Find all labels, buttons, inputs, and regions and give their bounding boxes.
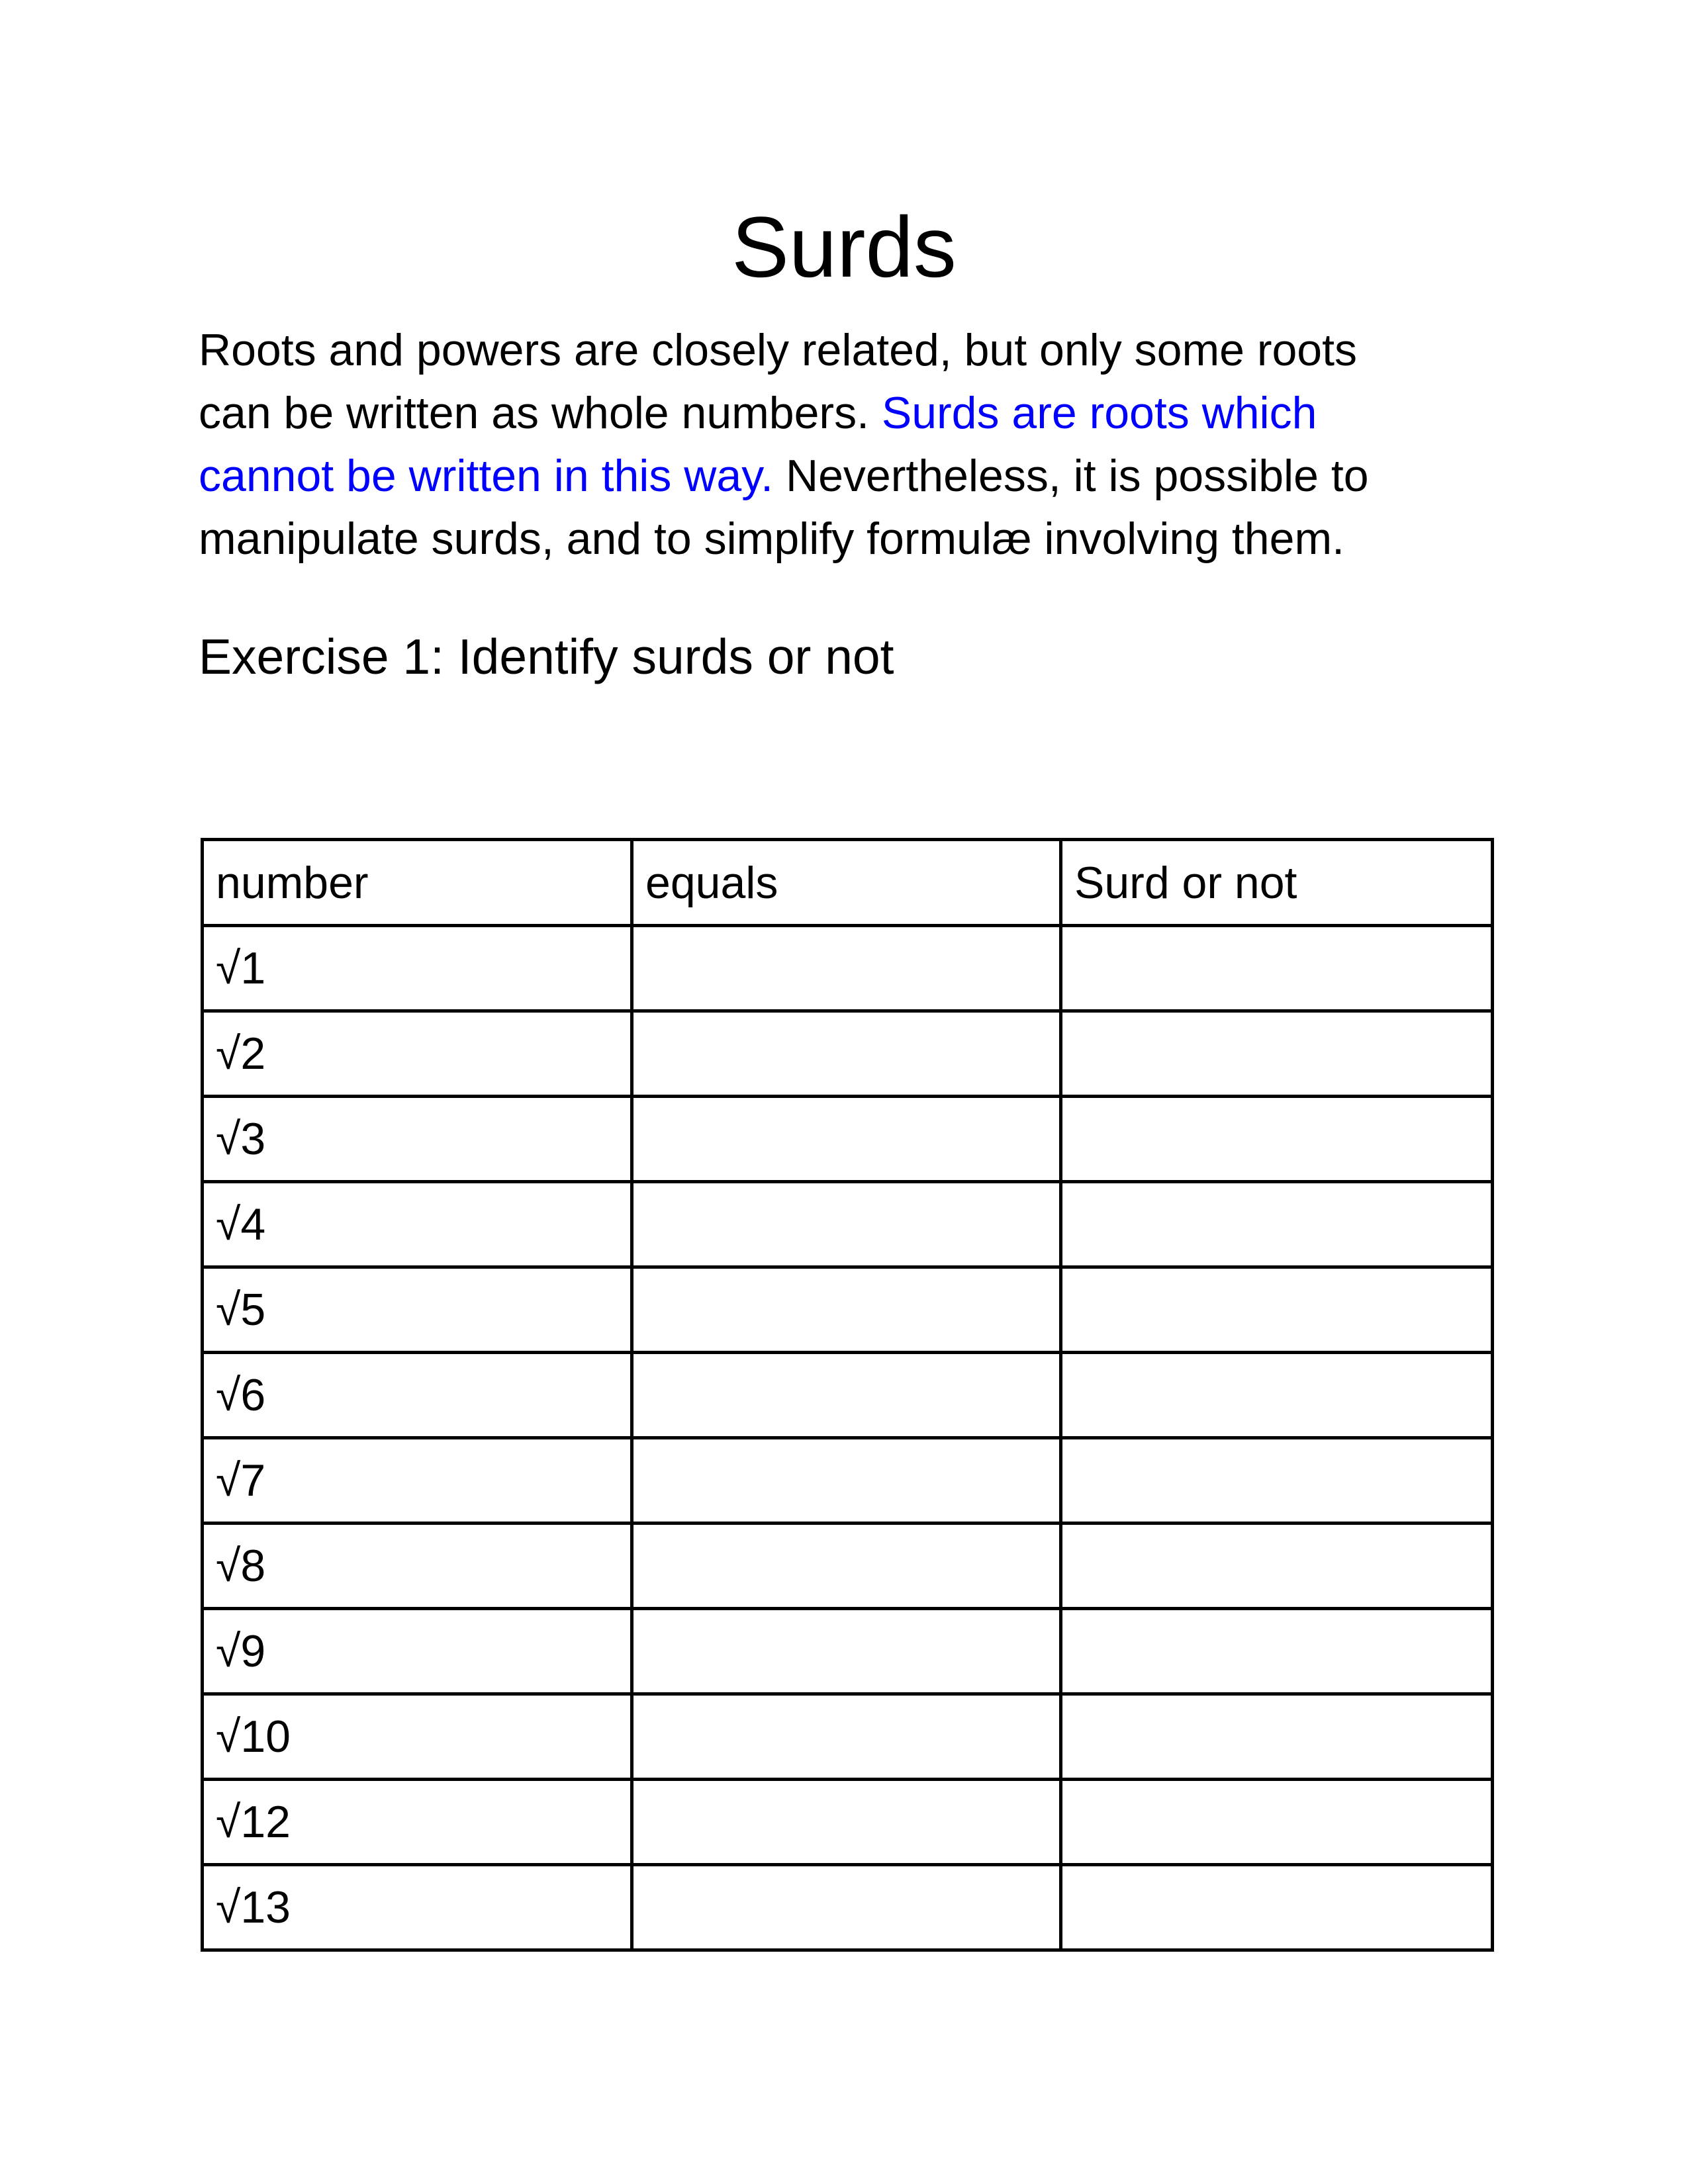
equals-cell (632, 1011, 1061, 1097)
number-cell: √10 (203, 1694, 632, 1780)
surd-or-not-cell (1061, 1267, 1493, 1353)
intro-paragraph (199, 319, 1417, 570)
col-header-surd-or-not: Surd or not (1061, 840, 1493, 926)
equals-cell (632, 1438, 1061, 1524)
paragraph-line-1 (199, 319, 1417, 382)
number-cell: √8 (203, 1524, 632, 1609)
surd-or-not-cell (1061, 1609, 1493, 1694)
number-cell: √2 (203, 1011, 632, 1097)
surd-or-not-cell (1061, 1097, 1493, 1182)
number-cell: √5 (203, 1267, 632, 1353)
table-row (203, 1865, 1493, 1950)
number-cell: √7 (203, 1438, 632, 1524)
equals-cell (632, 1780, 1061, 1865)
equals-cell (632, 1694, 1061, 1780)
paragraph-line-3 (199, 445, 1417, 508)
number-cell: √9 (203, 1609, 632, 1694)
table-row (203, 1267, 1493, 1353)
text-run: Roots and powers are closely related, but only some roots (199, 325, 1358, 375)
surd-or-not-cell (1061, 1524, 1493, 1609)
page-title: Surds (731, 199, 957, 295)
equals-cell (632, 926, 1061, 1011)
table-row (203, 1694, 1493, 1780)
paragraph-line-2 (199, 382, 1417, 445)
equals-cell (632, 1524, 1061, 1609)
text-run: can be written as whole numbers. (199, 388, 882, 438)
equals-cell (632, 1609, 1061, 1694)
equals-cell (632, 1267, 1061, 1353)
table-row (203, 926, 1493, 1011)
table-row (203, 1438, 1493, 1524)
table-row (203, 1780, 1493, 1865)
text-run: manipulate surds, and to simplify formulæ involving them. (199, 514, 1344, 564)
text-run: Nevertheless, it is possible to (785, 451, 1369, 501)
col-header-equals: equals (632, 840, 1061, 926)
surd-or-not-cell (1061, 1011, 1493, 1097)
paragraph-line-4 (199, 508, 1417, 570)
surd-or-not-cell (1061, 1694, 1493, 1780)
table-row (203, 1182, 1493, 1267)
table-row (203, 1609, 1493, 1694)
number-cell: √12 (203, 1780, 632, 1865)
equals-cell (632, 1182, 1061, 1267)
exercise-heading: Exercise 1: Identify surds or not (199, 629, 894, 684)
table-row (203, 1524, 1493, 1609)
table-header-row (203, 840, 1493, 926)
equals-cell (632, 1097, 1061, 1182)
surd-or-not-cell (1061, 1182, 1493, 1267)
blue-text-run: Surds are roots which (881, 388, 1317, 438)
surd-or-not-cell (1061, 926, 1493, 1011)
surds-table (201, 838, 1494, 1952)
number-cell: √13 (203, 1865, 632, 1950)
blue-text-run: cannot be written in this way. (199, 451, 786, 501)
surd-or-not-cell (1061, 1438, 1493, 1524)
table-row (203, 1097, 1493, 1182)
table-row (203, 1011, 1493, 1097)
number-cell: √1 (203, 926, 632, 1011)
surd-or-not-cell (1061, 1865, 1493, 1950)
equals-cell (632, 1353, 1061, 1438)
number-cell: √3 (203, 1097, 632, 1182)
number-cell: √4 (203, 1182, 632, 1267)
surd-or-not-cell (1061, 1780, 1493, 1865)
equals-cell (632, 1865, 1061, 1950)
col-header-number: number (203, 840, 632, 926)
surd-or-not-cell (1061, 1353, 1493, 1438)
number-cell: √6 (203, 1353, 632, 1438)
table-row (203, 1353, 1493, 1438)
